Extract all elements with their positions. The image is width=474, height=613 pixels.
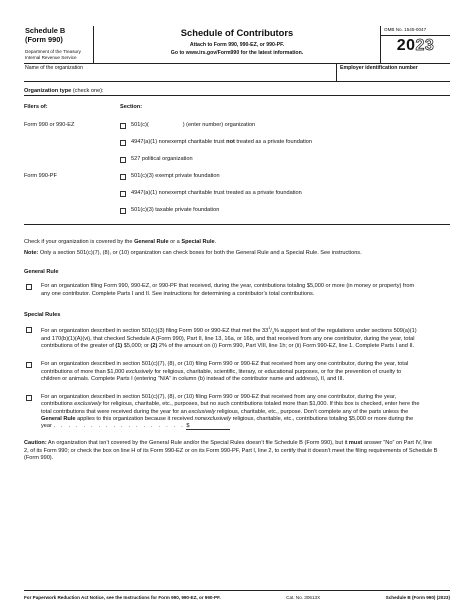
special-rule-1: For an organization described in section 501(c)(3) filing Form 990 or 990-EZ that met the $33^1/_3\%$ support test of the regulations under sections 509(a)(1) and 170(b)(1)(A)(vi), that checked Schedule A (Form 990), Part II, line 13, 16a, or 16b, and that received from any one contributor, during the year, total contributions of the greater of (1) $5,000; or (2) 2% of the amount on (i) Form 990, Part VIII, line 1h; or (ii) Form 990-EZ, line 1. Complete Parts I and II.	[24, 326, 450, 350]
department-label: Department of the Treasury Internal Revenue Service	[25, 49, 81, 60]
organization-name-field[interactable]: Name of the organization	[25, 65, 83, 71]
amount-field[interactable]: $	[186, 423, 229, 430]
title-block	[94, 26, 380, 63]
name-row	[24, 64, 450, 82]
filer-row-527: 527 political organization	[24, 152, 450, 169]
checkbox-4947-pf[interactable]	[120, 191, 126, 197]
divider	[24, 224, 450, 225]
special-rules-heading: Special Rules	[24, 311, 61, 318]
checkbox-special-rule-3[interactable]	[26, 395, 32, 401]
filer-row-501c3-taxable: 501(c)(3) taxable private foundation	[24, 203, 450, 220]
form-header	[24, 26, 450, 64]
filer-row-501c: Form 990 or 990-EZ 501(c)( ) (enter number) organization	[24, 122, 256, 129]
general-rule-heading: General Rule	[24, 269, 59, 276]
attach-instruction: Attach to Form 990, 990-EZ, or 990-PF.	[189, 42, 285, 49]
rule-check-instruction: Check if your organization is covered by the General Rule or a Special Rule.	[24, 238, 217, 245]
special-rule-2: For an organization described in section 501(c)(7), (8), or (10) filing Form 990 or 990-EZ that received from any one contributor, during the year, total contributions of more than $1,000 exclusively for religious, charitable, scientific, literary, or educational purposes, or for the prevention of cruelty to children or animals. Complete Parts I (entering “N/A” in column (b) instead of the contributor name and address), II, and III.	[24, 361, 450, 383]
general-rule-item	[24, 283, 450, 298]
checkbox-special-rule-1[interactable]	[26, 327, 32, 333]
note: Note: Only a section 501(c)(7), (8), or (10) organization can check boxes for both the General Rule and a Special Rule. See instructions.	[24, 249, 362, 256]
caution: Caution: An organization that isn’t covered by the General Rule and/or the Special Rules doesn’t file Schedule B (Form 990), but it must answer “No” on Part IV, line 2, of its Form 990; or check the box on line H of its Form 990-EZ or on its Form 990-PF, Part I, line 2, to certify that it doesn’t meet the filing requirements of Schedule B (Form 990).	[24, 440, 438, 461]
form-title: Schedule of Contributors	[180, 27, 294, 38]
form-name: Schedule B (Form 990)	[25, 26, 66, 44]
tax-year: 2023	[396, 36, 435, 54]
checkbox-general-rule[interactable]	[26, 284, 32, 290]
ein-field[interactable]: Employer identification number	[336, 64, 450, 81]
goto-instruction: Go to www.irs.gov/Form990 for the latest information.	[170, 49, 304, 56]
catalog-number: Cat. No. 30613X	[286, 595, 321, 600]
special-rule-3: For an organization described in section 501(c)(7), (8), or (10) filing Form 990 or 990-EZ that received from any one contributor, during the year, contributions exclusively for religious, charitable, etc., purposes, but no such contributions totaled more than $1,000. If this box is checked, enter here the total contributions that were received during the year for an exclusively religious, charitable, etc., purpose. Don’t complete any of the parts unless the General Rule applies to this organization because it received nonexclusively religious, charitable, etc., contributions totaling $5,000 or more during the year . . . . . . . . . . . . . . . . . . $	[24, 394, 450, 430]
omb-number: OMB No. 1545-0047	[381, 26, 450, 36]
form-footer	[24, 590, 450, 601]
checkbox-4947-nonpf[interactable]	[120, 140, 126, 146]
checkbox-501c3-exempt[interactable]	[120, 174, 126, 180]
form-page	[24, 26, 450, 462]
omb-block	[380, 26, 450, 63]
checkbox-special-rule-2[interactable]	[26, 362, 32, 368]
organization-type-label: Organization type (check one):	[24, 88, 104, 94]
filer-row-501c3-exempt: Form 990-PF 501(c)(3) exempt private foundation	[24, 173, 220, 180]
paperwork-notice: For Paperwork Reduction Act Notice, see the Instructions for Form 990, 990-EZ, or 990-PF.	[24, 595, 221, 600]
filer-row-4947-pf: 4947(a)(1) nonexempt charitable trust treated as a private foundation	[24, 186, 450, 203]
filers-header: Filers of: Section:	[24, 104, 143, 111]
form-id-block	[24, 26, 94, 63]
general-rule-text: For an organization filing Form 990, 990-EZ, or 990-PF that received, during the year, contributions totaling $5,000 or more (in money or property) from any one contributor. Complete Parts I and II. See instructions for determining a contributor’s total contributions.	[41, 283, 415, 297]
form-footer-id: Schedule B (Form 990) (2023)	[385, 595, 450, 600]
checkbox-501c3-taxable[interactable]	[120, 208, 126, 214]
checkbox-527[interactable]	[120, 157, 126, 163]
divider	[24, 95, 450, 96]
checkbox-501c[interactable]	[120, 123, 126, 129]
filer-row-4947-nonpf: 4947(a)(1) nonexempt charitable trust not treated as a private foundation	[24, 135, 450, 152]
